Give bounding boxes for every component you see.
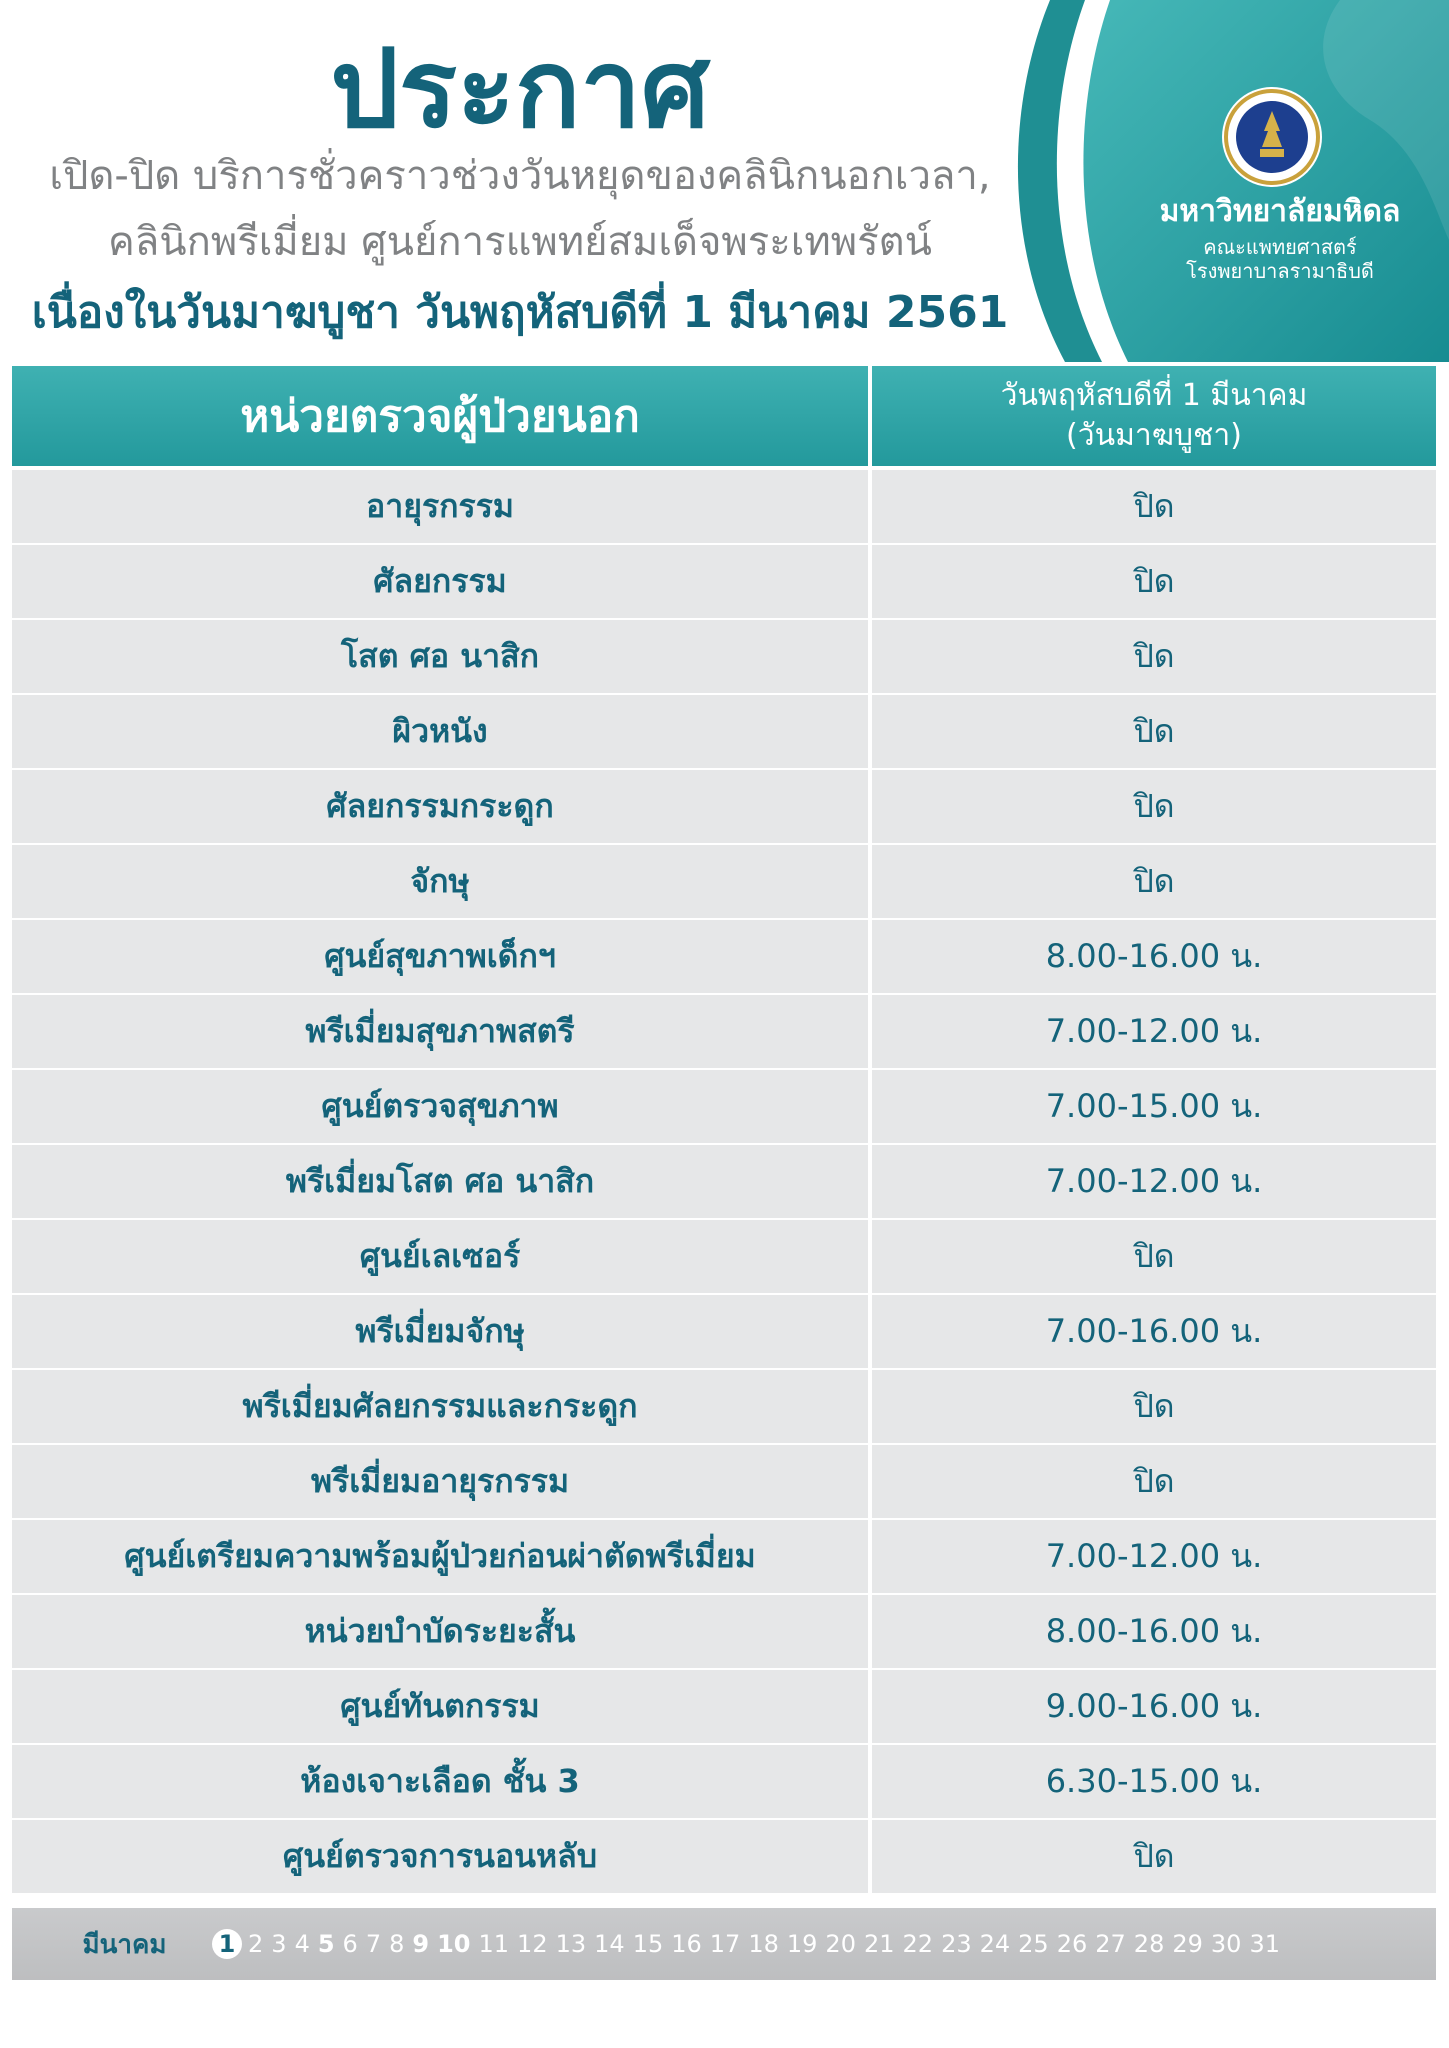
table-row (12, 1370, 1436, 1443)
status-cell: ปิด (872, 1820, 1436, 1893)
table-row (12, 1745, 1436, 1818)
status-cell: ปิด (872, 620, 1436, 693)
subtitle-line-1: เปิด-ปิด บริการชั่วคราวช่วงวันหยุดของคลินิกนอกเวลา, (49, 153, 991, 199)
table-row (12, 1595, 1436, 1668)
column-header-date (872, 366, 1436, 466)
calendar-day: 13 (555, 1930, 587, 1958)
table-header (12, 366, 1436, 466)
calendar-day: 29 (1172, 1930, 1203, 1958)
column-header-unit: หน่วยตรวจผู้ป่วยนอก (12, 366, 868, 466)
unit-cell: พรีเมี่ยมสุขภาพสตรี (12, 995, 868, 1068)
table-row (12, 770, 1436, 843)
status-cell: 9.00-16.00 น. (872, 1670, 1436, 1743)
unit-cell: ศัลยกรรมกระดูก (12, 770, 868, 843)
calendar-day: 17 (709, 1930, 741, 1958)
unit-cell: ห้องเจาะเลือด ชั้น 3 (12, 1745, 868, 1818)
table-body (12, 470, 1436, 1893)
university-name: มหาวิทยาลัยมหิดล (1159, 194, 1401, 229)
status-cell: ปิด (872, 845, 1436, 918)
unit-cell: พรีเมี่ยมโสต ศอ นาสิก (12, 1145, 868, 1218)
status-cell: ปิด (872, 545, 1436, 618)
calendar-day: 11 (478, 1930, 510, 1958)
calendar-day: 16 (671, 1930, 702, 1958)
table-row (12, 845, 1436, 918)
unit-cell: ศูนย์ตรวจการนอนหลับ (12, 1820, 868, 1893)
status-cell: 8.00-16.00 น. (872, 920, 1436, 993)
hospital-name: โรงพยาบาลรามาธิบดี (1186, 259, 1374, 283)
calendar-day: 15 (632, 1930, 664, 1958)
status-cell: 6.30-15.00 น. (872, 1745, 1436, 1818)
unit-cell: หน่วยบำบัดระยะสั้น (12, 1595, 868, 1668)
unit-cell: พรีเมี่ยมอายุรกรรม (12, 1445, 868, 1518)
calendar-strip (12, 1908, 1436, 1980)
calendar-day: 7 (365, 1930, 382, 1958)
calendar-day: 8 (389, 1930, 405, 1958)
calendar-month: มีนาคม (82, 1929, 167, 1960)
table-row (12, 1520, 1436, 1593)
status-cell: 8.00-16.00 น. (872, 1595, 1436, 1668)
calendar-day: 22 (902, 1930, 934, 1958)
calendar-day: 5 (317, 1930, 335, 1958)
table-row (12, 695, 1436, 768)
unit-cell: พรีเมี่ยมศัลยกรรมและกระดูก (12, 1370, 868, 1443)
page-title: ประกาศ (330, 27, 710, 152)
unit-cell: ผิวหนัง (12, 695, 868, 768)
unit-cell: โสต ศอ นาสิก (12, 620, 868, 693)
table-row (12, 545, 1436, 618)
subtitle-line-2: คลินิกพรีเมี่ยม ศูนย์การแพทย์สมเด็จพระเทพรัตน์ (108, 219, 932, 265)
unit-cell: ศูนย์สุขภาพเด็กฯ (12, 920, 868, 993)
status-cell: 7.00-12.00 น. (872, 995, 1436, 1068)
unit-cell: ศูนย์ตรวจสุขภาพ (12, 1070, 868, 1143)
calendar-day: 2 (248, 1930, 264, 1958)
status-cell: ปิด (872, 1370, 1436, 1443)
calendar-day: 26 (1056, 1930, 1088, 1958)
calendar-day: 31 (1249, 1930, 1280, 1958)
calendar-day: 24 (979, 1930, 1011, 1958)
table-row (12, 1070, 1436, 1143)
table-row (12, 1295, 1436, 1368)
calendar-day: 28 (1133, 1930, 1165, 1958)
calendar-day: 10 (437, 1930, 471, 1958)
status-cell: ปิด (872, 770, 1436, 843)
status-cell: 7.00-12.00 น. (872, 1520, 1436, 1593)
status-cell: ปิด (872, 470, 1436, 543)
table-row (12, 470, 1436, 543)
subtitle-line-3: เนื่องในวันมาฆบูชา วันพฤหัสบดีที่ 1 มีนาคม 2561 (31, 287, 1009, 338)
calendar-day: 23 (941, 1930, 972, 1958)
table-row (12, 1220, 1436, 1293)
table-row (12, 1670, 1436, 1743)
status-cell: ปิด (872, 1220, 1436, 1293)
table-row (12, 920, 1436, 993)
calendar-day: 14 (594, 1930, 625, 1958)
unit-cell: ศูนย์เลเซอร์ (12, 1220, 868, 1293)
table-row (12, 995, 1436, 1068)
schedule-table (12, 366, 1436, 1895)
column-header-date-line-1: วันพฤหัสบดีที่ 1 มีนาคม (1000, 378, 1308, 413)
calendar-days (212, 1929, 1288, 1959)
faculty-name: คณะแพทยศาสตร์ (1203, 235, 1357, 259)
calendar-day: 12 (517, 1930, 548, 1958)
status-cell: 7.00-16.00 น. (872, 1295, 1436, 1368)
unit-cell: พรีเมี่ยมจักษุ (12, 1295, 868, 1368)
calendar-day: 1 (212, 1929, 242, 1959)
table-row (12, 1145, 1436, 1218)
unit-cell: ศูนย์ทันตกรรม (12, 1670, 868, 1743)
status-cell: 7.00-15.00 น. (872, 1070, 1436, 1143)
calendar-day: 3 (271, 1930, 287, 1958)
unit-cell: ศูนย์เตรียมความพร้อมผู้ป่วยก่อนผ่าตัดพรีเมี่ยม (12, 1520, 868, 1593)
calendar-day: 9 (412, 1930, 430, 1958)
calendar-day: 27 (1095, 1930, 1126, 1958)
status-cell: 7.00-12.00 น. (872, 1145, 1436, 1218)
calendar-day: 19 (786, 1930, 818, 1958)
status-cell: ปิด (872, 1445, 1436, 1518)
calendar-day: 21 (863, 1930, 895, 1958)
table-row (12, 1445, 1436, 1518)
mahidol-seal-icon (1220, 85, 1324, 189)
unit-cell: อายุรกรรม (12, 470, 868, 543)
calendar-day: 25 (1018, 1930, 1049, 1958)
calendar-day: 20 (825, 1930, 856, 1958)
unit-cell: ศัลยกรรม (12, 545, 868, 618)
table-row (12, 620, 1436, 693)
calendar-day: 30 (1210, 1930, 1242, 1958)
column-header-date-line-2: (วันมาฆบูชา) (1066, 418, 1242, 453)
unit-cell: จักษุ (12, 845, 868, 918)
calendar-day: 18 (748, 1930, 779, 1958)
calendar-day: 6 (342, 1930, 358, 1958)
table-row (12, 1820, 1436, 1893)
status-cell: ปิด (872, 695, 1436, 768)
calendar-day: 4 (294, 1930, 310, 1958)
